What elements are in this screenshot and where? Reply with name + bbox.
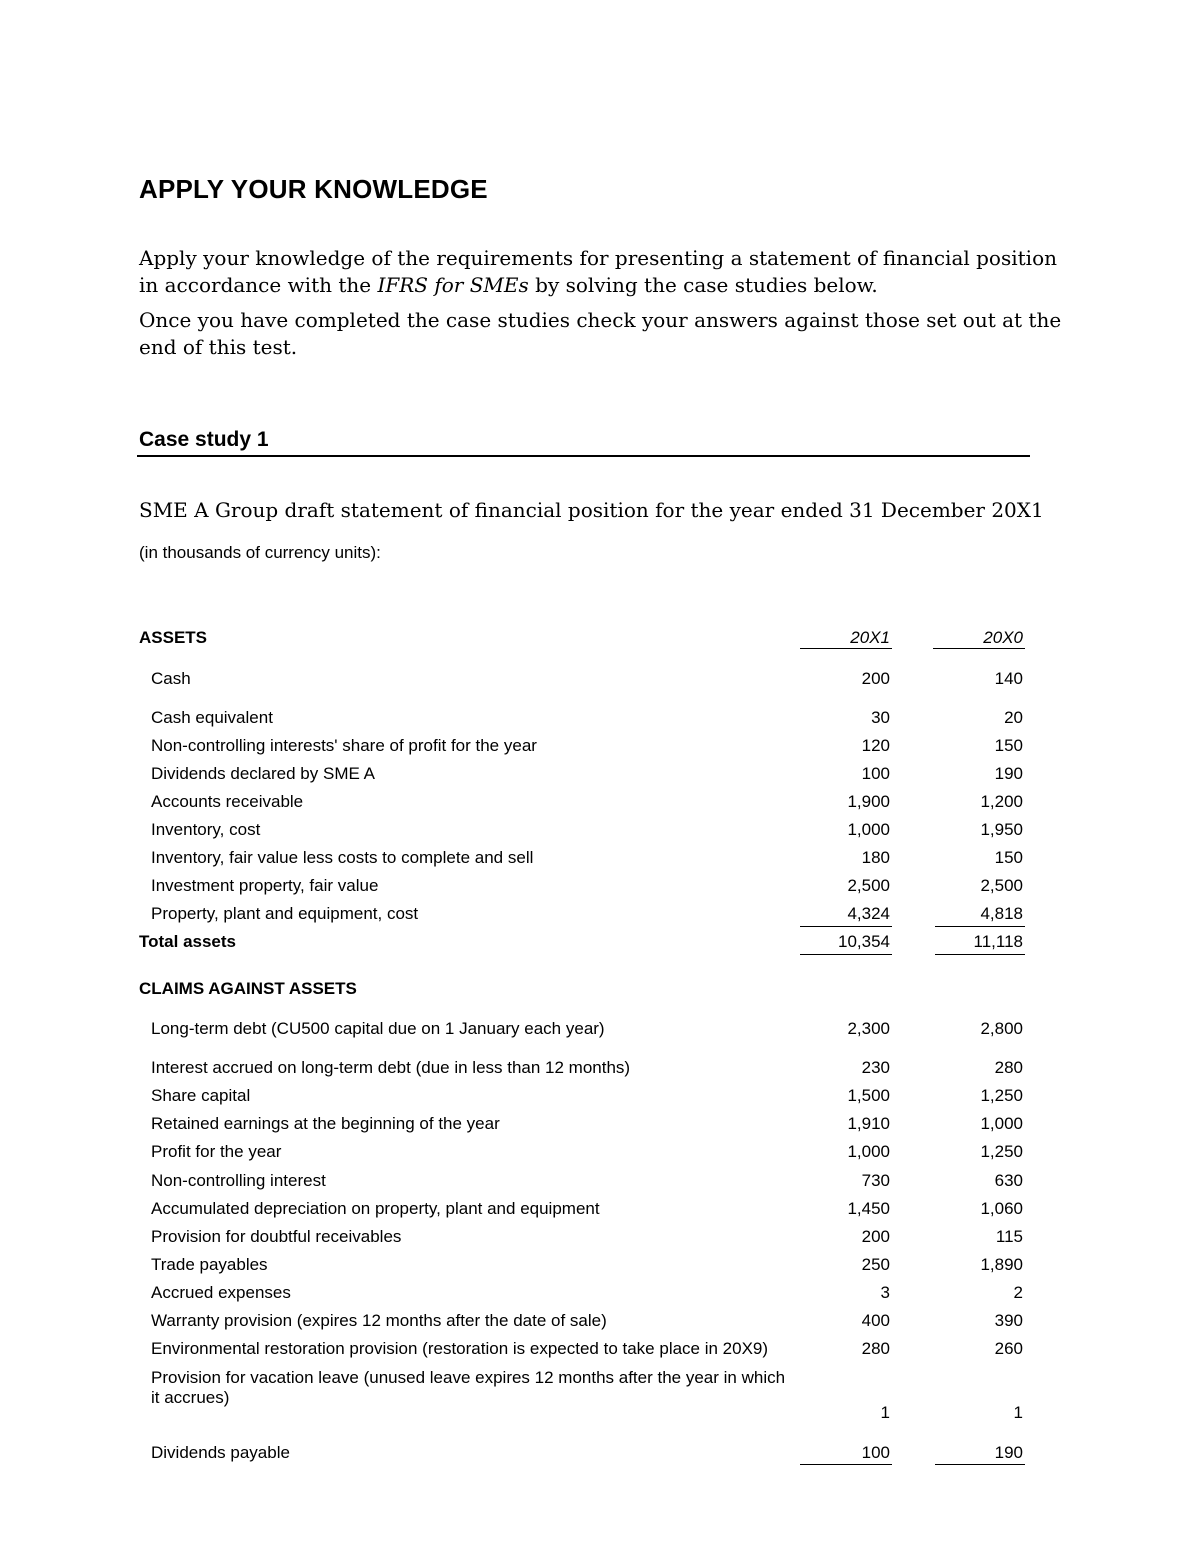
table-row: Non-controlling interests' share of profit for the year 120 150 [151,736,1023,755]
table-row: Accumulated depreciation on property, plant and equipment 1,450 1,060 [151,1199,1023,1218]
table-row: Provision for vacation leave (unused leave expires 12 months after the year in which it accrues) 1 1 [151,1368,1023,1422]
total-line-20x1 [800,954,892,955]
table-row: Share capital 1,500 1,250 [151,1086,1023,1105]
table-row: Non-controlling interest 730 630 [151,1171,1023,1190]
table-row: Inventory, cost 1,000 1,950 [151,820,1023,839]
subtotal-line-20x0 [935,926,1025,927]
table-row: Cash equivalent 30 20 [151,708,1023,727]
table-row: Warranty provision (expires 12 months after the date of sale) 400 390 [151,1311,1023,1330]
subtotal-line-20x0 [935,1464,1025,1465]
table-row: Investment property, fair value 2,500 2,500 [151,876,1023,895]
subtotal-line-20x1 [800,926,892,927]
total-assets-row [139,932,1039,956]
table-row: Dividends declared by SME A 100 190 [151,764,1023,783]
statement-title: SME A Group draft statement of financial position for the year ended 31 December 20X1 [139,498,1044,522]
claims-header: CLAIMS AGAINST ASSETS [139,979,357,998]
table-row: Profit for the year 1,000 1,250 [151,1142,1023,1161]
column-header-20x1: 20X1 [850,628,890,647]
total-line-20x0 [935,954,1025,955]
assets-header-row [139,628,1039,652]
table-row: Dividends payable 100 190 [151,1443,1023,1462]
table-row: Long-term debt (CU500 capital due on 1 January each year) 2,300 2,800 [151,1019,1023,1038]
table-row: Provision for doubtful receivables 200 115 [151,1227,1023,1246]
intro-paragraph-2: Once you have completed the case studies check your answers against those set out at the end of this test. [139,308,1062,359]
total-assets-20x1: 10,354 [838,932,890,951]
units-note: (in thousands of currency units): [139,543,381,562]
case-study-rule [137,455,1030,457]
col1-header-underline [800,648,892,649]
table-row: Trade payables 250 1,890 [151,1255,1023,1274]
table-row: Accrued expenses 3 2 [151,1283,1023,1302]
table-row: Interest accrued on long-term debt (due in less than 12 months) 230 280 [151,1058,1023,1077]
total-assets-label: Total assets [139,932,237,951]
assets-header: ASSETS [139,628,208,647]
ifrs-for-smes-emphasis: IFRS for SMEs [377,273,529,297]
col2-header-underline [933,648,1025,649]
table-row: Retained earnings at the beginning of the year 1,910 1,000 [151,1114,1023,1133]
table-row: Cash 200 140 [151,669,1023,688]
column-header-20x0: 20X0 [983,628,1023,647]
table-row: Inventory, fair value less costs to complete and sell 180 150 [151,848,1023,867]
intro-paragraph-1: Apply your knowledge of the requirements for presenting a statement of financial position in accordance with the IFRS for SMEs by solving the case studies below. [139,246,1057,297]
total-assets-20x0: 11,118 [973,932,1023,951]
page-heading: APPLY YOUR KNOWLEDGE [139,174,488,204]
table-row: Accounts receivable 1,900 1,200 [151,792,1023,811]
intro-text [139,245,1069,369]
subtotal-line-20x1 [800,1464,892,1465]
claims-header-row [139,979,1039,1003]
case-study-title: Case study 1 [139,428,269,451]
table-row: Property, plant and equipment, cost 4,324 4,818 [151,904,1023,923]
table-row: Environmental restoration provision (restoration is expected to take place in 20X9) 280 260 [151,1339,1023,1358]
